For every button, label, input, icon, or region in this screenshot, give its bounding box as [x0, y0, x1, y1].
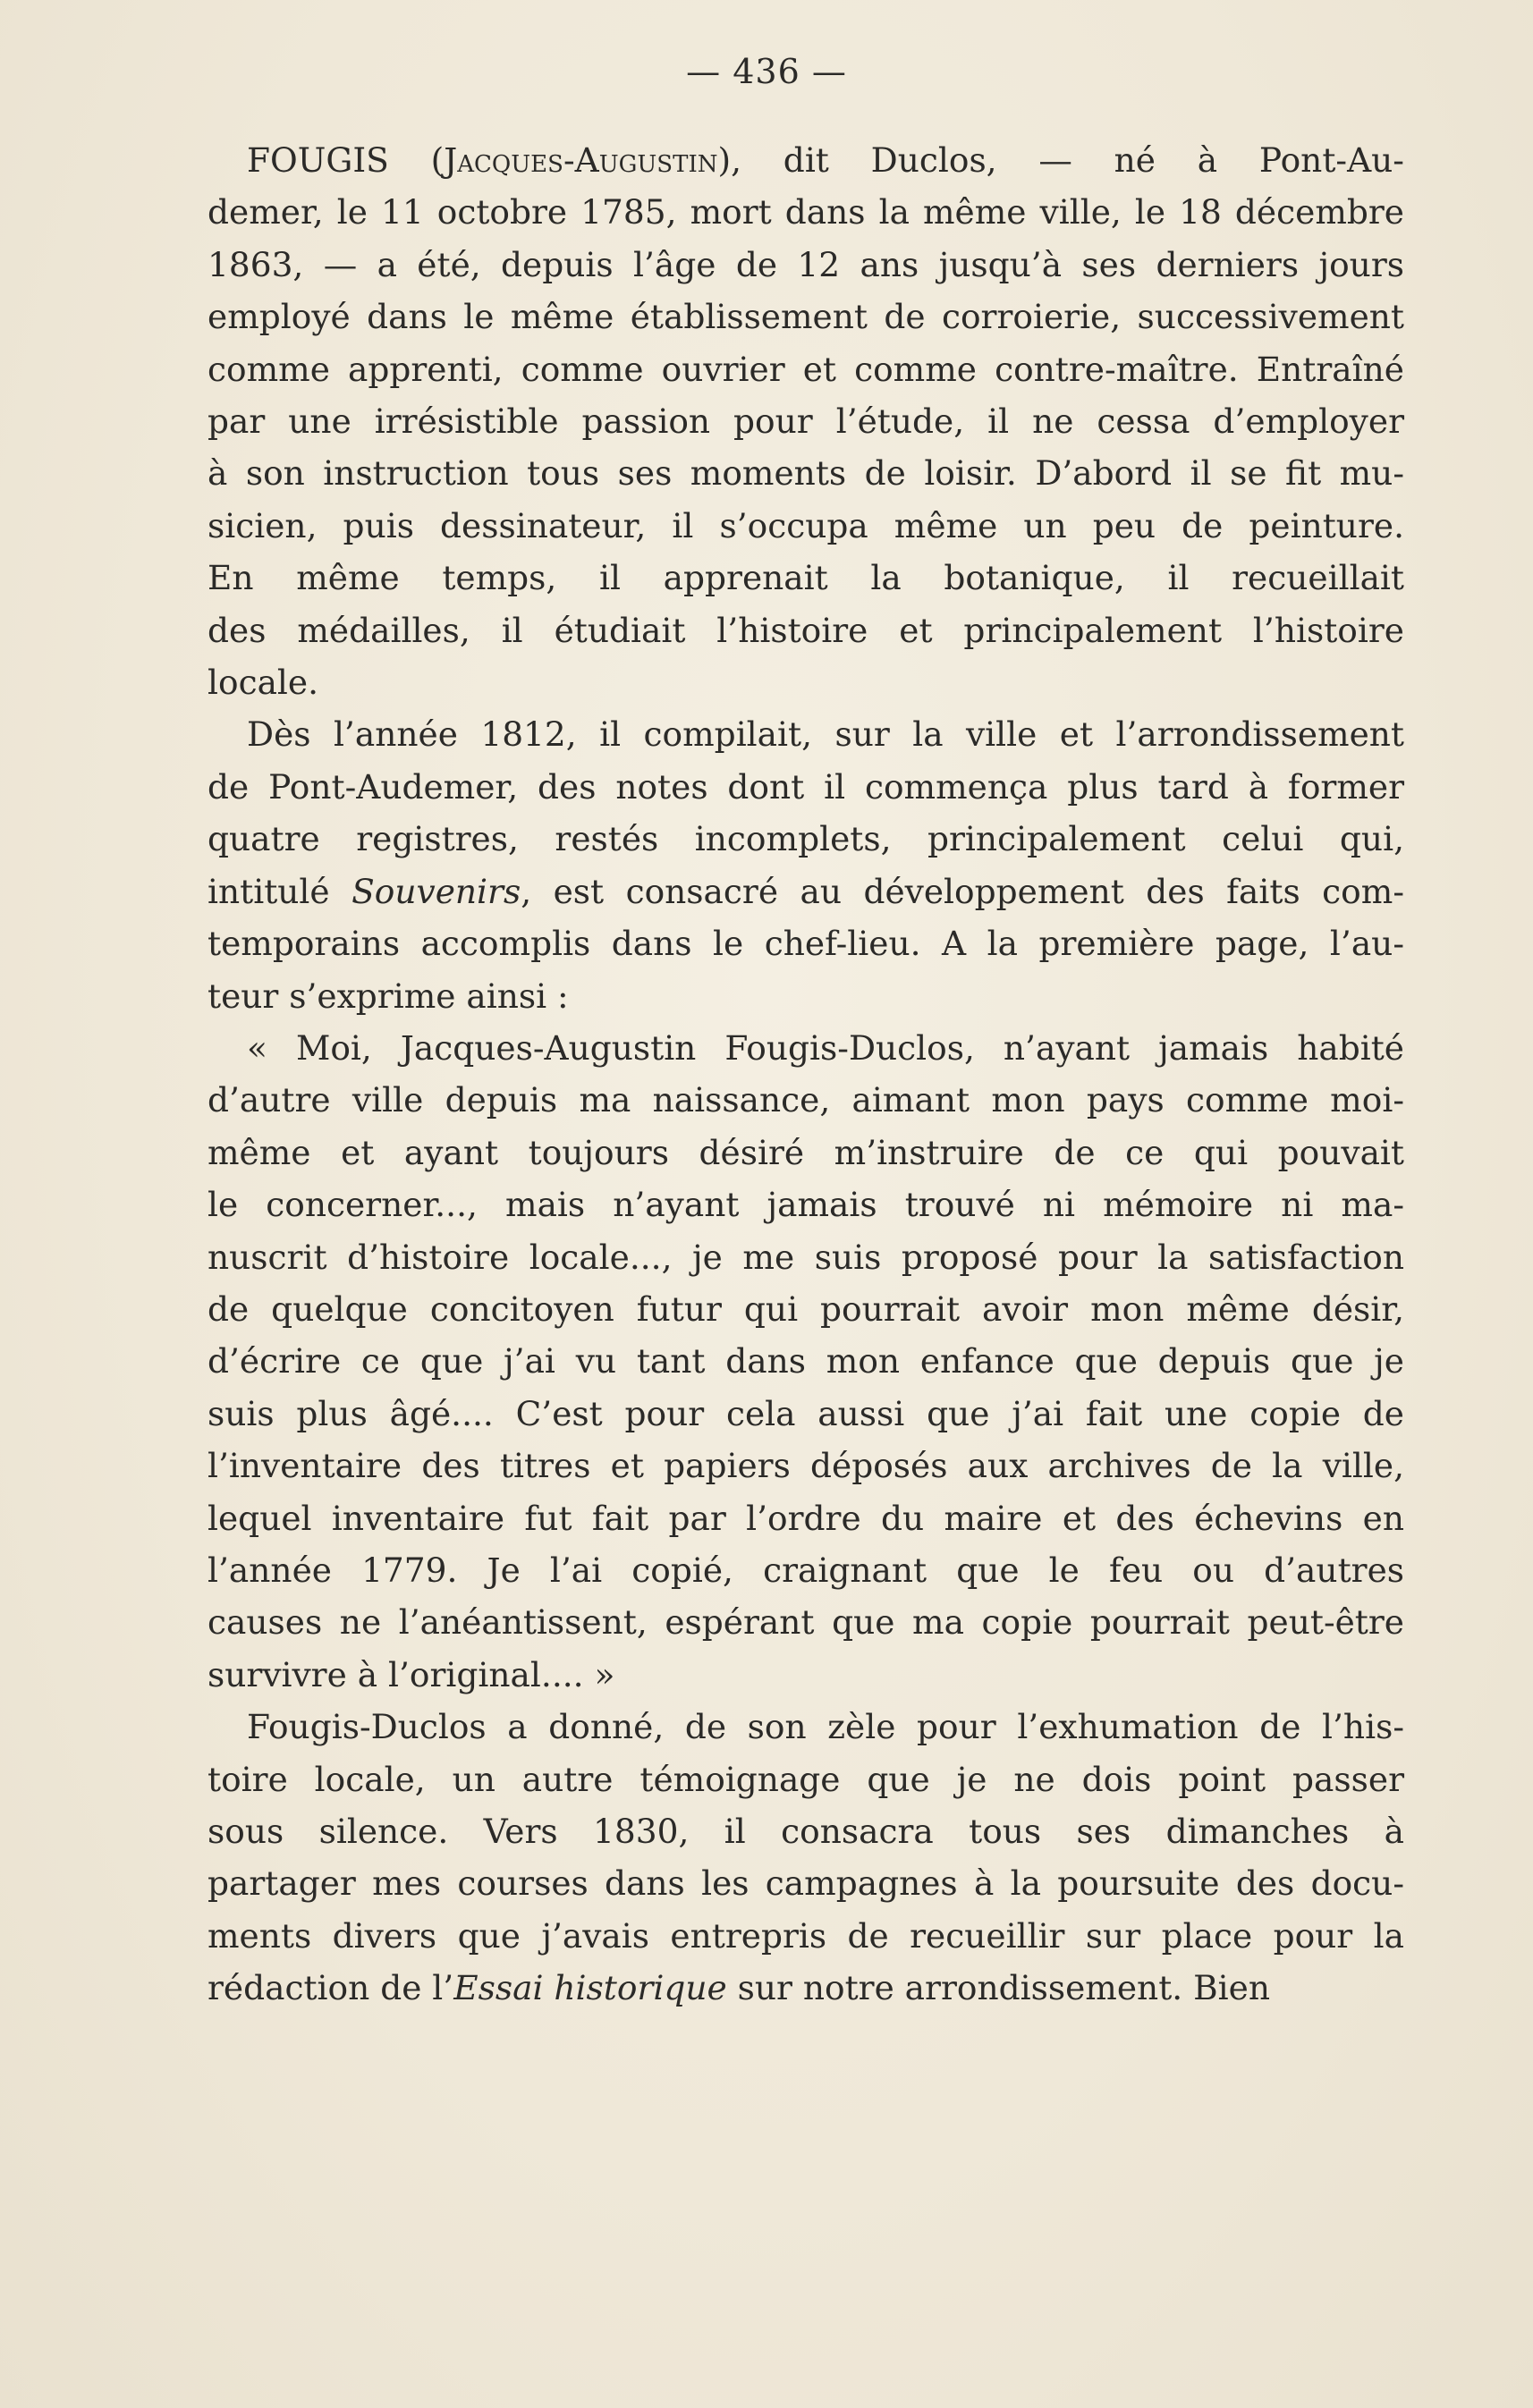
text-run: ), dit Duclos, — né à Pont-Au-: [717, 140, 1404, 180]
text-line: toire locale, un autre témoignage que je ne dois point passer: [208, 1759, 1404, 1799]
text-line: lequel inventaire fut fait par l’ordre du maire et des échevins en: [208, 1498, 1404, 1538]
italic-run: Souvenirs: [351, 871, 521, 911]
text-line: Fougis-Duclos a donné, de son zèle pour l’exhumation de l’his-: [247, 1707, 1404, 1747]
text-line: teur s’exprime ainsi :: [208, 976, 569, 1016]
text-line: [208, 134, 1404, 186]
text-line: En même temps, il apprenait la botanique, il recueillait: [208, 558, 1404, 598]
italic-run: Essai historique: [453, 1968, 727, 2008]
text-line: de Pont-Audemer, des notes dont il commença plus tard à former: [208, 766, 1404, 807]
page-number: — 436 —: [686, 52, 847, 91]
text-line: temporains accomplis dans le chef-lieu. A la première page, l’au-: [208, 924, 1404, 964]
paragraph: [208, 1022, 1404, 1701]
body-text: [208, 134, 1404, 2015]
text-line: de quelque concitoyen futur qui pourrait avoir mon même désir,: [208, 1288, 1404, 1329]
text-run: sur notre arrondissement. Bien: [726, 1968, 1271, 2008]
text-line: suis plus âgé.... C’est pour cela aussi que j’ai fait une copie de: [208, 1393, 1404, 1433]
text-line: l’année 1779. Je l’ai copié, craignant que le feu ou d’autres: [208, 1550, 1404, 1590]
text-line: l’inventaire des titres et papiers déposés aux archives de la ville,: [208, 1446, 1404, 1486]
text-line: d’autre ville depuis ma naissance, aimant mon pays comme moi-: [208, 1080, 1404, 1120]
text-run: FOUGIS (: [247, 140, 445, 180]
text-run: , est consacré au développement des faits com-: [521, 871, 1404, 911]
text-line: partager mes courses dans les campagnes à la poursuite des docu-: [208, 1863, 1404, 1904]
text-line: demer, le 11 octobre 1785, mort dans la même ville, le 18 décembre: [208, 192, 1404, 232]
text-line: ments divers que j’avais entrepris de recueillir sur place pour la: [208, 1915, 1404, 1956]
text-line: le concerner..., mais n’ayant jamais trouvé ni mémoire ni ma-: [208, 1185, 1404, 1225]
text-line: sicien, puis dessinateur, il s’occupa même un peu de peinture.: [208, 505, 1404, 545]
text-line: nuscrit d’histoire locale..., je me suis proposé pour la satisfaction: [208, 1237, 1404, 1277]
text-run: intitulé: [208, 871, 352, 911]
text-line: à son instruction tous ses moments de loisir. D’abord il se fit mu-: [208, 453, 1404, 494]
text-line: « Moi, Jacques-Augustin Fougis-Duclos, n’ayant jamais habité: [247, 1027, 1404, 1068]
text-line: [208, 1962, 1404, 2014]
text-line: d’écrire ce que j’ai vu tant dans mon enfance que depuis que je: [208, 1341, 1404, 1381]
text-line: 1863, — a été, depuis l’âge de 12 ans jusqu’à ses derniers jours: [208, 244, 1404, 284]
text-line: survivre à l’original.... »: [208, 1654, 615, 1694]
paragraph: [208, 1701, 1404, 2014]
text-line: quatre registres, restés incomplets, principalement celui qui,: [208, 819, 1404, 859]
paragraph: [208, 134, 1404, 708]
text-line: même et ayant toujours désiré m’instruire de ce qui pouvait: [208, 1132, 1404, 1172]
text-line: [208, 866, 1404, 917]
text-line: employé dans le même établissement de corroierie, successivement: [208, 297, 1404, 337]
small-caps-run: Jacques-Augustin: [444, 140, 718, 180]
text-run: rédaction de l’: [208, 1968, 454, 2008]
paragraph: [208, 708, 1404, 1021]
text-line: par une irrésistible passion pour l’étude, il ne cessa d’employer: [208, 401, 1404, 442]
text-line: locale.: [208, 663, 319, 703]
text-line: causes ne l’anéantissent, espérant que ma copie pourrait peut-être: [208, 1602, 1404, 1643]
text-line: Dès l’année 1812, il compilait, sur la ville et l’arrondissement: [247, 714, 1404, 755]
text-line: sous silence. Vers 1830, il consacra tous ses dimanches à: [208, 1812, 1404, 1851]
text-line: des médailles, il étudiait l’histoire et principalement l’histoire: [208, 610, 1404, 650]
text-line: comme apprenti, comme ouvrier et comme contre-maître. Entraîné: [208, 349, 1404, 389]
